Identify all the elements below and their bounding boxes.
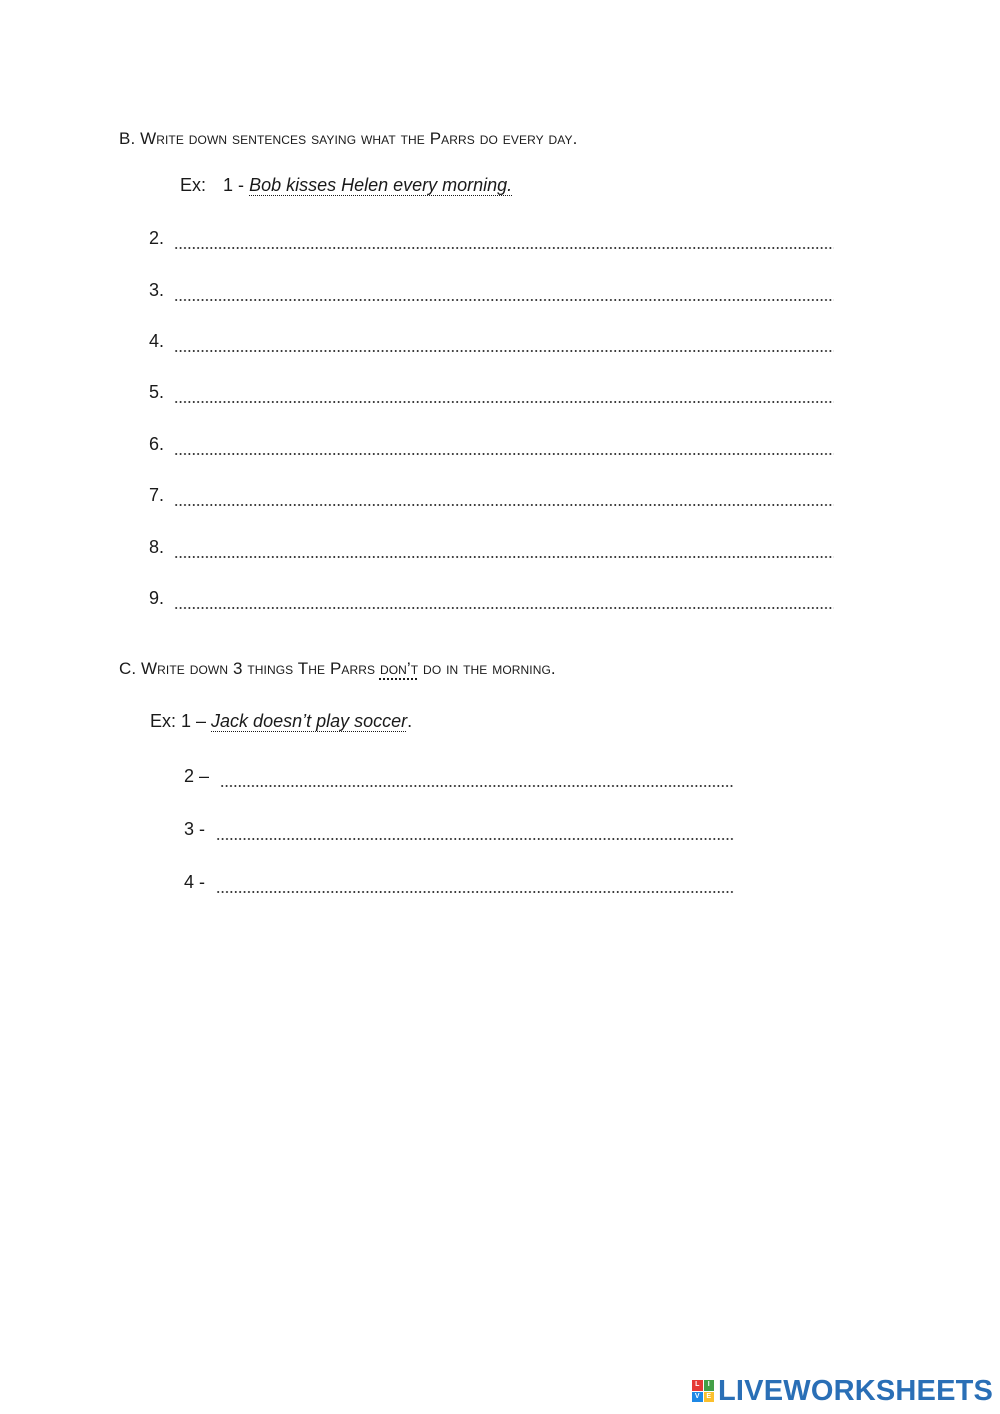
dotted-answer-field[interactable] bbox=[174, 504, 834, 506]
line-number: 9. bbox=[149, 588, 165, 608]
dotted-answer-field[interactable] bbox=[216, 838, 734, 840]
answer-line-b-6[interactable] bbox=[149, 434, 834, 458]
dotted-answer-field[interactable] bbox=[174, 401, 834, 403]
logo-icon-i: I bbox=[704, 1380, 715, 1391]
line-number: 3. bbox=[149, 280, 165, 300]
answer-line-b-4[interactable] bbox=[149, 331, 834, 355]
answer-line-c-4[interactable] bbox=[184, 872, 734, 896]
heading-c-after: do in the morning. bbox=[418, 659, 556, 678]
example-b-number: 1 - bbox=[223, 175, 245, 195]
answer-line-b-3[interactable] bbox=[149, 280, 834, 304]
example-b-prefix: Ex: bbox=[180, 175, 207, 195]
answer-line-b-2[interactable] bbox=[149, 228, 834, 252]
dotted-answer-field[interactable] bbox=[174, 556, 834, 558]
heading-c-before: C. Write down 3 things The Parrs bbox=[119, 659, 380, 678]
logo-icon-v: V bbox=[692, 1392, 703, 1403]
answer-line-b-5[interactable] bbox=[149, 382, 834, 406]
example-c-prefix: Ex: 1 – bbox=[150, 711, 207, 731]
logo-icon-l: L bbox=[692, 1380, 703, 1391]
heading-section-b: B. Write down sentences saying what the Parrs do every day. bbox=[119, 129, 578, 148]
dotted-answer-field[interactable] bbox=[174, 350, 834, 352]
example-b-sentence: Bob kisses Helen every morning. bbox=[249, 175, 513, 195]
line-number: 4 - bbox=[184, 872, 206, 892]
dotted-answer-field[interactable] bbox=[220, 785, 734, 787]
line-number: 7. bbox=[149, 485, 165, 505]
answer-line-b-9[interactable] bbox=[149, 588, 834, 612]
line-number: 2 – bbox=[184, 766, 210, 786]
line-number: 4. bbox=[149, 331, 165, 351]
dotted-answer-field[interactable] bbox=[174, 299, 834, 301]
line-number: 6. bbox=[149, 434, 165, 454]
heading-c-emphasis: don’t bbox=[379, 659, 419, 678]
dotted-answer-field[interactable] bbox=[174, 607, 834, 609]
logo-icon bbox=[692, 1380, 714, 1402]
dotted-answer-field[interactable] bbox=[174, 453, 834, 455]
line-number: 2. bbox=[149, 228, 165, 248]
logo-text: LIVEWORKSHEETS bbox=[718, 1374, 994, 1407]
line-number: 5. bbox=[149, 382, 165, 402]
liveworksheets-logo bbox=[692, 1376, 993, 1406]
answer-line-c-3[interactable] bbox=[184, 819, 734, 843]
answer-line-b-8[interactable] bbox=[149, 537, 834, 561]
line-number: 8. bbox=[149, 537, 165, 557]
example-c-sentence: Jack doesn’t play soccer bbox=[211, 711, 408, 731]
heading-section-c bbox=[119, 659, 556, 679]
example-b bbox=[180, 175, 512, 196]
dotted-answer-field[interactable] bbox=[174, 247, 834, 249]
logo-icon-e: E bbox=[704, 1392, 715, 1403]
dotted-answer-field[interactable] bbox=[216, 891, 734, 893]
answer-line-b-7[interactable] bbox=[149, 485, 834, 509]
example-c bbox=[150, 711, 412, 732]
example-c-end: . bbox=[407, 711, 413, 731]
line-number: 3 - bbox=[184, 819, 206, 839]
answer-line-c-2[interactable] bbox=[184, 766, 734, 790]
